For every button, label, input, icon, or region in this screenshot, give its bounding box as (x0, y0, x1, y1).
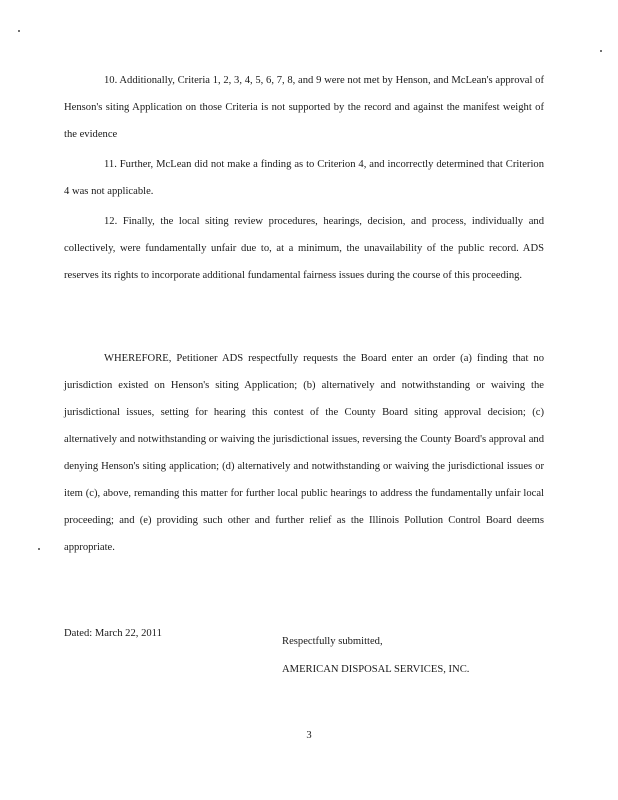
scan-speck (600, 50, 602, 52)
date-line: Dated: March 22, 2011 (64, 628, 162, 639)
closing-line: Respectfully submitted, (282, 636, 383, 647)
paragraph-10: 10. Additionally, Criteria 1, 2, 3, 4, 5, 6, 7, 8, and 9 were not met by Henson, and McLean's approval of Henson's siting Application on those Criteria is not supported by the record and against the manifest weight of the evidence (64, 75, 544, 140)
party-name: AMERICAN DISPOSAL SERVICES, INC. (282, 664, 470, 675)
signature-block (282, 628, 469, 684)
page-number: 3 (306, 730, 312, 741)
scan-speck (18, 30, 20, 32)
paragraph-11: 11. Further, McLean did not make a finding as to Criterion 4, and incorrectly determined that Criterion 4 was not applicable. (64, 159, 544, 197)
paragraph-12: 12. Finally, the local siting review procedures, hearings, decision, and process, individually and collectively, were fundamentally unfair due to, at a minimum, the unavailability of the public record. ADS reserves its rights to incorporate additional fundamental fairness issues during the course of this proceeding. (64, 216, 544, 281)
scan-speck (38, 548, 40, 550)
wherefore-paragraph: WHEREFORE, Petitioner ADS respectfully requests the Board enter an order (a) finding that no jurisdiction existed on Henson's siting Application; (b) alternatively and notwithstanding or waiving the jurisdictional issues, setting for hearing this contest of the County Board siting approval decision; (c) alternatively and notwithstanding or waiving the jurisdictional issues, reversing the County Board's approval and denying Henson's siting application; (d) alternatively and notwithstanding or waiving the jurisdictional issues or item (c), above, remanding this matter for further local public hearings to address the fundamentally unfair local proceeding; and (e) providing such other and further relief as the Illinois Pollution Control Board deems appropriate. (64, 353, 544, 553)
